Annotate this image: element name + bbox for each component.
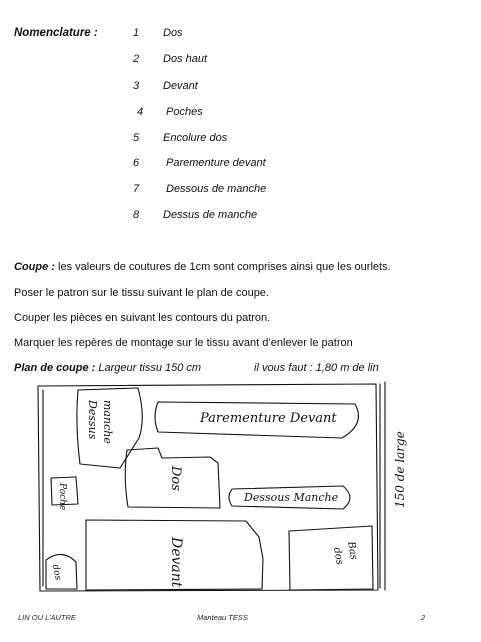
coupe-label: Coupe :	[14, 261, 55, 273]
label-bas-dos: dos	[331, 546, 345, 566]
fabric-width-mark: 150 de large	[393, 431, 407, 508]
selvedge-line	[380, 382, 385, 590]
label-dos: Dos	[168, 466, 183, 491]
label-small-dos: dos	[50, 563, 63, 582]
item-label: Dos haut	[163, 53, 208, 65]
coupe-text: les valeurs de coutures de 1cm sont comprises ainsi que les ourlets.	[54, 261, 391, 273]
coupe-line-1	[14, 261, 391, 273]
plan-label: Plan de coupe :	[14, 362, 96, 374]
label-manche: manche	[101, 400, 114, 444]
item-number: 3	[132, 80, 140, 92]
label-poche: Poche	[57, 483, 67, 511]
plan-de-coupe-line	[14, 362, 379, 374]
item-number: 2	[132, 53, 140, 65]
piece-bas-dos	[289, 526, 373, 590]
item-label: Dessus de manche	[163, 209, 258, 221]
item-number: 7	[132, 183, 140, 195]
item-label: Dessous de manche	[166, 183, 267, 195]
item-label: Poches	[166, 106, 203, 118]
item-number: 4	[136, 106, 144, 118]
footer-title: Manteau TESS	[197, 613, 248, 622]
cutting-layout-diagram	[0, 380, 481, 600]
item-label: Dos	[163, 27, 183, 39]
item-number: 1	[132, 27, 140, 39]
item-number: 8	[132, 209, 140, 221]
page-number: 2	[421, 613, 426, 622]
fabric-width: Largeur tissu 150 cm	[95, 362, 202, 374]
label-bas: Bas	[345, 540, 360, 561]
coupe-line-3: Couper les pièces en suivant les contours du patron.	[14, 312, 271, 324]
label-parementure-devant: Parementure Devant	[200, 411, 337, 426]
item-number: 6	[132, 157, 140, 169]
footer-brand: LIN OU L’AUTRE	[18, 613, 76, 622]
nomenclature-title: Nomenclature :	[14, 27, 98, 39]
item-label: Encolure dos	[163, 132, 228, 144]
fabric-requirement: il vous faut : 1,80 m de lin	[254, 362, 379, 374]
label-dessus: Dessus	[86, 400, 99, 440]
coupe-line-4: Marquer les repères de montage sur le tissu avant d’enlever le patron	[14, 337, 353, 349]
coupe-line-2: Poser le patron sur le tissu suivant le plan de coupe.	[14, 287, 269, 299]
item-number: 5	[132, 132, 140, 144]
item-label: Devant	[163, 80, 198, 92]
item-label: Parementure devant	[166, 157, 266, 169]
label-devant: Devant	[168, 537, 184, 588]
label-dessous-manche: Dessous Manche	[244, 491, 339, 504]
